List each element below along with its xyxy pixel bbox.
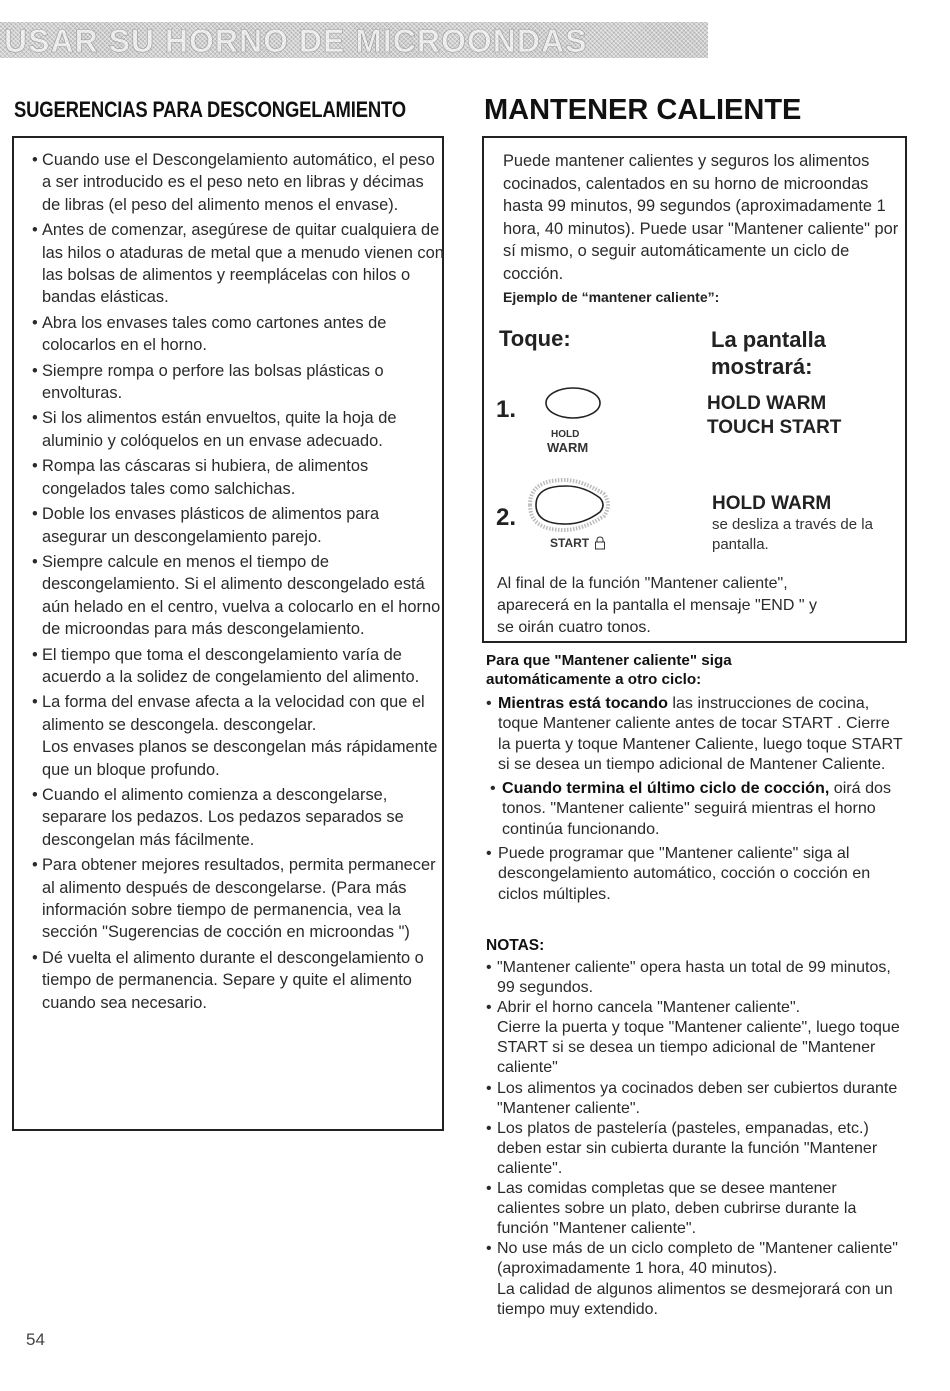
list-item: • "Mantener caliente" opera hasta un total de 99 minutos, 99 segundos. <box>486 958 904 998</box>
list-item: • Antes de comenzar, asegúrese de quitar cualquiera de las hilos o ataduras de metal que a menudo vienen con las bolsas de alimentos y reemplácelas con hilos o bandas elásticas. <box>32 219 444 309</box>
list-item: • Abrir el horno cancela "Mantener caliente". Cierre la puerta y toque "Mantener caliente", luego toque START si se desea un tiempo adicional de "Mantener caliente" <box>486 998 904 1078</box>
list-item: • Siempre rompa o perfore las bolsas plásticas o envolturas. <box>32 360 444 405</box>
hold-warm-key-icon <box>544 386 602 420</box>
list-item: • Para obtener mejores resultados, permita permanecer al alimento después de descongelarse. (Para más información sobre tiempo de permanencia, vea la sección "Sugerencias de cocción en microondas ") <box>32 854 444 944</box>
list-item-text: las instrucciones de cocina, toque Mantener caliente antes de tocar START . Cierre la puerta y toque Mantener Caliente, luego toque START si se desea un tiempo adicional de Mantener Caliente. <box>498 694 903 773</box>
example-label: Ejemplo de “mantener caliente”: <box>503 289 720 305</box>
start-key-icon <box>524 476 614 534</box>
section-banner <box>0 22 708 58</box>
start-key-label: START <box>550 536 590 550</box>
list-item: • Los alimentos ya cocinados deben ser cubiertos durante "Mantener caliente". <box>486 1079 904 1119</box>
list-item: • Las comidas completas que se desee mantener calientes sobre un plato, deben cubrirse durante la función "Mantener caliente". <box>486 1179 904 1239</box>
list-item <box>486 843 906 904</box>
auto-cycle-heading: Para que "Mantener caliente" siga automáticamente a otro ciclo: <box>486 652 732 688</box>
notes-heading: NOTAS: <box>486 937 545 954</box>
list-item <box>486 693 906 774</box>
notes-list <box>486 958 904 1320</box>
defrost-tips-list <box>32 149 444 1017</box>
keep-warm-box <box>482 136 907 643</box>
banner-title: USAR SU HORNO DE MICROONDAS <box>4 23 588 58</box>
keep-warm-intro: Puede mantener calientes y seguros los alimentos cocinados, calentados en su horno de microondas hasta 99 minutos, 99 segundos (aproximadamente 1 hora, 40 minutos). Puede usar "Mantener caliente" por sí mismo, o seguir automáticamente un ciclo de cocción. <box>503 152 899 283</box>
list-item: • El tiempo que toma el descongelamiento varía de acuerdo a la solidez de congelamiento del alimento. <box>32 644 444 689</box>
list-item-bold: Cuando termina el último ciclo de cocción, <box>502 779 830 798</box>
hold-key-label: HOLD <box>551 429 580 440</box>
list-item <box>486 778 906 839</box>
list-item: • La forma del envase afecta a la velocidad con que el alimento se descongela. descongelar. Los envases planos se descongelan más rápidamente que un bloque profundo. <box>32 691 444 781</box>
list-item: • Rompa las cáscaras si hubiera, de alimentos congelados tales como salchichas. <box>32 455 444 500</box>
step-2-number: 2. <box>496 504 517 531</box>
defrost-tips-box <box>12 136 444 1131</box>
list-item: • No use más de un ciclo completo de "Mantener caliente" (aproximadamente 1 hora, 40 minutos). La calidad de algunos alimentos se desmejorará con un tiempo muy extendido. <box>486 1239 904 1319</box>
list-item: • Si los alimentos están envueltos, quite la hoja de aluminio y colóquelos en un envase adecuado. <box>32 407 444 452</box>
display-column-header: La pantalla mostrará: <box>711 327 826 379</box>
list-item-bold: Mientras está tocando <box>498 694 668 712</box>
list-item-text: Puede programar que "Mantener caliente" siga al descongelamiento automático, cocción o cocción en ciclos múltiples. <box>498 844 871 903</box>
lock-icon <box>594 536 606 550</box>
page-number: 54 <box>26 1330 45 1349</box>
auto-cycle-list <box>486 693 906 908</box>
list-item: • Doble los envases plásticos de alimentos para asegurar un descongelamiento parejo. <box>32 503 444 548</box>
list-item: • Cuando el alimento comienza a descongelarse, separare los pedazos. Los pedazos separados se descongelan más fácilmente. <box>32 784 444 851</box>
defrost-tips-heading: SUGERENCIAS PARA DESCONGELAMIENTO <box>14 97 406 122</box>
step-1-number: 1. <box>496 396 517 423</box>
list-item: • Cuando use el Descongelamiento automático, el peso a ser introducido es el peso neto en libras y décimas de libras (el peso del alimento menos el envase). <box>32 149 444 216</box>
touch-column-header: Toque: <box>499 326 571 351</box>
warm-key-label: WARM <box>547 440 589 455</box>
list-item: • Los platos de pastelería (pasteles, empanadas, etc.) deben estar sin cubierta durante la función "Mantener caliente". <box>486 1119 904 1179</box>
list-item: • Siempre calcule en menos el tiempo de descongelamiento. Si el alimento descongelado está aún helado en el centro, vuelva a colocarlo en el horno de microondas para más descongelamiento. <box>32 551 444 641</box>
list-item: • Dé vuelta el alimento durante el descongelamiento o tiempo de permanencia. Separe y quite el alimento cuando sea necesario. <box>32 947 444 1014</box>
keep-warm-heading: MANTENER CALIENTE <box>484 94 802 126</box>
keep-warm-outro: Al final de la función "Mantener caliente", aparecerá en la pantalla el mensaje "END " y se oirán cuatro tonos. <box>497 575 817 636</box>
list-item: • Abra los envases tales como cartones antes de colocarlos en el horno. <box>32 312 444 357</box>
step-2-display: HOLD WARM <box>712 493 832 514</box>
step-1-display: HOLD WARM TOUCH START <box>707 393 842 438</box>
step-2-display-note: se desliza a través de la pantalla. <box>712 516 873 553</box>
list-item-text: oirá dos tonos. "Mantener caliente" seguirá mientras el horno continúa funcionando. <box>502 779 892 838</box>
